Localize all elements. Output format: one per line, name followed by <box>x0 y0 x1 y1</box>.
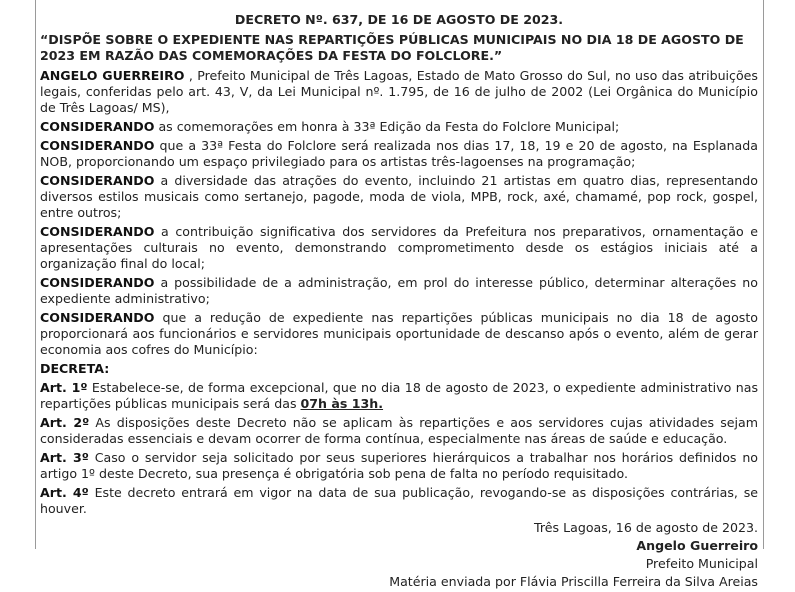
article-label: Art. 1º <box>40 380 88 395</box>
decreta-heading <box>40 361 758 377</box>
submitted-by: Matéria enviada por Flávia Priscilla Ferreira da Silva Areias <box>389 574 758 589</box>
article-label: Art. 3º <box>40 450 89 465</box>
considerando-6 <box>40 310 758 358</box>
article-text: Estabelece-se, de forma excepcional, que no dia 18 de agosto de 2023, o expediente administrativo nas repartições públicas municipais será das <box>40 380 759 411</box>
article-hours-highlight: 07h às 13h. <box>300 396 384 411</box>
decreta-label: DECRETA: <box>40 361 110 376</box>
considerando-keyword: CONSIDERANDO <box>40 173 155 188</box>
article-1 <box>40 380 758 412</box>
considerando-text: que a 33ª Festa do Folclore será realizada nos dias 17, 18, 19 e 20 de agosto, na Esplanada NOB, proporcionando um espaço privilegiado para os artistas três-lagoenses na programação; <box>40 138 758 169</box>
decree-document <box>40 12 758 592</box>
considerando-2 <box>40 138 758 170</box>
considerando-keyword: CONSIDERANDO <box>40 138 155 153</box>
considerando-3 <box>40 173 758 221</box>
article-label: Art. 4º <box>40 485 89 500</box>
considerando-5 <box>40 275 758 307</box>
preamble <box>40 68 758 116</box>
article-text: As disposições deste Decreto não se aplicam às repartições e aos servidores cujas atividades sejam consideradas essenciais e devam ocorrer de forma contínua, especialmente nas áreas de saúde e educação. <box>40 415 758 446</box>
considerando-4 <box>40 224 758 272</box>
considerando-text: a diversidade das atrações do evento, incluindo 21 artistas em quatro dias, representando diversos estilos musicais como sertanejo, pagode, moda de viola, MPB, rock, axé, chamamé, pop rock, gospel, entre outros; <box>40 173 758 220</box>
article-text: Este decreto entrará em vigor na data de sua publicação, revogando-se as disposições contrárias, se houver. <box>40 485 758 516</box>
preamble-text: , Prefeito Municipal de Três Lagoas, Estado de Mato Grosso do Sul, no uso das atribuições legais, conferidas pelo art. 43, V, da Lei Municipal nº. 1.795, de 16 de julho de 2002 (Lei Orgânica do Município de Três Lagoas/ MS), <box>40 68 758 115</box>
considerando-text: a possibilidade de a administração, em prol do interesse público, determinar alterações no expediente administrativo; <box>40 275 758 306</box>
considerando-keyword: CONSIDERANDO <box>40 310 155 325</box>
mayor-name: ANGELO GUERREIRO <box>40 68 185 83</box>
considerando-text: que a redução de expediente nas repartições públicas municipais no dia 18 de agosto proporcionará aos funcionários e servidores municipais oportunidade de descanso após o evento, além de gerar economia aos cofres do Município: <box>40 310 758 357</box>
decree-ementa: “DISPÕE SOBRE O EXPEDIENTE NAS REPARTIÇÕES PÚBLICAS MUNICIPAIS NO DIA 18 DE AGOSTO DE 2023 EM RAZÃO DAS COMEMORAÇÕES DA FESTA DO FOLCLORE.” <box>40 32 744 63</box>
article-2 <box>40 415 758 447</box>
considerando-keyword: CONSIDERANDO <box>40 224 155 239</box>
signer-role: Prefeito Municipal <box>645 556 758 571</box>
considerando-keyword: CONSIDERANDO <box>40 119 155 134</box>
considerando-1 <box>40 119 758 135</box>
article-3 <box>40 450 758 482</box>
place-date: Três Lagoas, 16 de agosto de 2023. <box>534 520 758 535</box>
article-label: Art. 2º <box>40 415 90 430</box>
considerando-text: as comemorações em honra à 33ª Edição da Festa do Folclore Municipal; <box>154 119 620 134</box>
considerando-keyword: CONSIDERANDO <box>40 275 155 290</box>
article-4 <box>40 485 758 517</box>
considerando-text: a contribuição significativa dos servidores da Prefeitura nos preparativos, ornamentação e apresentações culturais no evento, demonstrando comprometimento desde os estágios iniciais até a organização final do local; <box>40 224 758 271</box>
signer-name: Angelo Guerreiro <box>636 538 758 553</box>
decree-title: DECRETO Nº. 637, DE 16 DE AGOSTO DE 2023. <box>234 12 564 27</box>
article-text: Caso o servidor seja solicitado por seus superiores hierárquicos a trabalhar nos horários definidos no artigo 1º deste Decreto, sua presença é obrigatória sob pena de falta no período requisitado. <box>40 450 759 481</box>
